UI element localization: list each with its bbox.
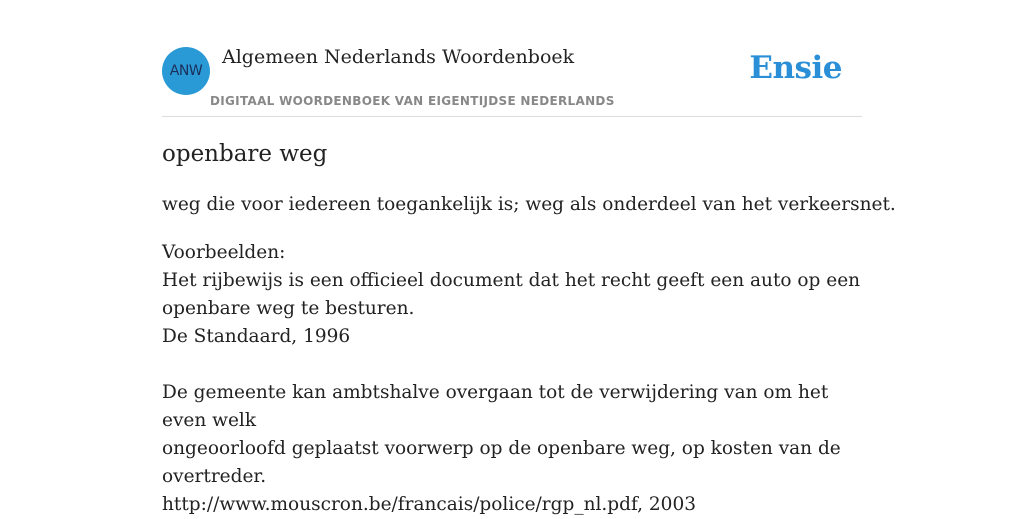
header — [162, 0, 862, 117]
examples — [162, 239, 862, 519]
example-spacer — [162, 351, 862, 379]
example-line: openbare weg te besturen. — [162, 298, 415, 319]
anw-logo[interactable]: ANW — [162, 47, 210, 95]
example-line: Het rijbewijs is een officieel document dat het recht geeft een auto op een — [162, 270, 861, 291]
dictionary-title[interactable]: Algemeen Nederlands Woordenboek — [222, 46, 575, 68]
definition: weg die voor iedereen toegankelijk is; weg als onderdeel van het verkeersnet. — [162, 194, 896, 215]
ensie-logo[interactable]: Ensie — [749, 50, 842, 86]
dictionary-card — [162, 0, 896, 515]
examples-label: Voorbeelden: — [162, 242, 286, 263]
example-source: De Standaard, 1996 — [162, 326, 351, 347]
example-line: ongeoorloofd geplaatst voorwerp op de openbare weg, op kosten van de — [162, 438, 841, 459]
dictionary-subtitle: DIGITAAL WOORDENBOEK VAN EIGENTIJDSE NEDERLANDS — [210, 94, 615, 108]
example-line: De gemeente kan ambtshalve overgaan tot de verwijdering van om het even welk — [162, 382, 829, 431]
example-line: overtreder. — [162, 466, 267, 487]
headword: openbare weg — [162, 141, 328, 167]
example-source: http://www.mouscron.be/francais/police/rgp_nl.pdf, 2003 — [162, 494, 696, 515]
